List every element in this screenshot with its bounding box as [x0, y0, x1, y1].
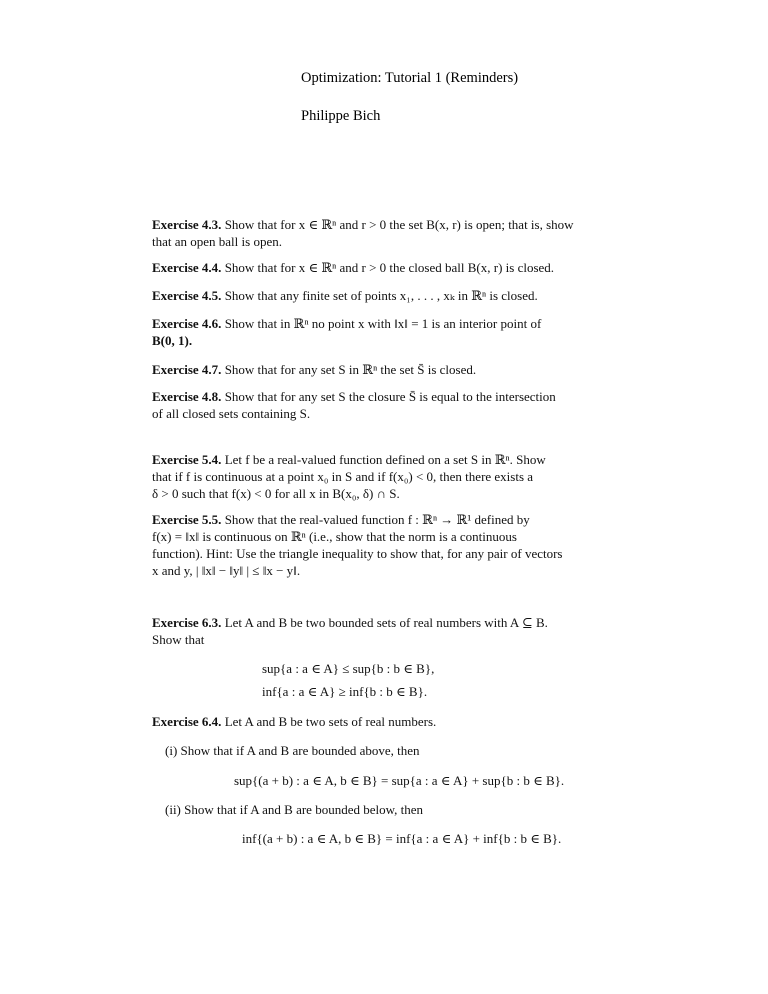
exercise-label: Exercise 5.4.: [152, 452, 222, 467]
exercise-text: that an open ball is open.: [152, 234, 282, 249]
exercise-part: (i) Show that if A and B are bounded above, then: [165, 743, 420, 758]
exercise-4-5: [152, 287, 622, 304]
exercise-text: Show that the real-valued function f : ℝⁿ → ℝ¹ defined by: [224, 512, 530, 527]
equation: inf{a : a ∈ A} ≥ inf{b : b ∈ B}.: [262, 684, 428, 699]
exercise-label: Exercise 4.7.: [152, 362, 222, 377]
exercise-4-8: [152, 388, 622, 422]
exercise-4-6: [152, 315, 622, 349]
exercise-6-3: [152, 614, 622, 648]
exercise-text: Show that for x ∈ ℝⁿ and r > 0 the closed ball B(x, r) is closed.: [224, 260, 555, 275]
exercise-text: Show that for any set S the closure S̄ is equal to the intersection: [224, 389, 556, 404]
page-title: Optimization: Tutorial 1 (Reminders): [301, 70, 519, 86]
author-name: Philippe Bich: [301, 108, 381, 124]
exercise-5-5: [152, 511, 622, 579]
exercise-label: Exercise 4.5.: [152, 288, 222, 303]
exercise-text: Let A and B be two bounded sets of real numbers with A ⊆ B.: [224, 615, 548, 630]
exercise-4-7: [152, 361, 622, 378]
exercise-part: (ii) Show that if A and B are bounded below, then: [165, 802, 424, 817]
exercise-label: Exercise 6.4.: [152, 714, 222, 729]
exercise-text: x and y, | ‖x‖ − ‖y‖ | ≤ ‖x − y‖.: [152, 563, 301, 578]
exercise-label: Exercise 4.6.: [152, 316, 222, 331]
exercise-5-4: [152, 451, 622, 502]
exercise-label: Exercise 6.3.: [152, 615, 222, 630]
equation: sup{a : a ∈ A} ≤ sup{b : b ∈ B},: [262, 661, 435, 676]
exercise-text: Let A and B be two sets of real numbers.: [224, 714, 437, 729]
exercise-6-4: [152, 713, 622, 730]
exercise-text: f(x) = ‖x‖ is continuous on ℝⁿ (i.e., show that the norm is a continuous: [152, 529, 517, 544]
exercise-text: of all closed sets containing S.: [152, 406, 311, 421]
exercise-text: δ > 0 such that f(x) < 0 for all x in B(x₀, δ) ∩ S.: [152, 486, 400, 501]
exercise-text: function). Hint: Use the triangle inequality to show that, for any pair of vectors: [152, 546, 563, 561]
exercise-4-3: [152, 216, 622, 250]
exercise-text: Show that for x ∈ ℝⁿ and r > 0 the set B(x, r) is open; that is, show: [224, 217, 574, 232]
exercise-text: B(0, 1).: [152, 333, 193, 348]
exercise-text: Show that in ℝⁿ no point x with ‖x‖ = 1 is an interior point of: [224, 316, 542, 331]
exercise-label: Exercise 4.8.: [152, 389, 222, 404]
exercise-label: Exercise 5.5.: [152, 512, 222, 527]
exercise-text: Let f be a real-valued function defined on a set S in ℝⁿ. Show: [224, 452, 546, 467]
exercise-text: Show that: [152, 632, 205, 647]
equation: sup{(a + b) : a ∈ A, b ∈ B} = sup{a : a ∈ A} + sup{b : b ∈ B}.: [234, 773, 565, 788]
exercise-label: Exercise 4.4.: [152, 260, 222, 275]
equation: inf{(a + b) : a ∈ A, b ∈ B} = inf{a : a ∈ A} + inf{b : b ∈ B}.: [242, 831, 562, 846]
exercise-text: Show that for any set S in ℝⁿ the set S̄ is closed.: [224, 362, 477, 377]
exercise-text: that if f is continuous at a point x₀ in S and if f(x₀) < 0, then there exists a: [152, 469, 534, 484]
exercise-4-4: [152, 259, 622, 276]
exercise-text: Show that any finite set of points x₁, . . . , xₖ in ℝⁿ is closed.: [224, 288, 538, 303]
exercise-label: Exercise 4.3.: [152, 217, 222, 232]
